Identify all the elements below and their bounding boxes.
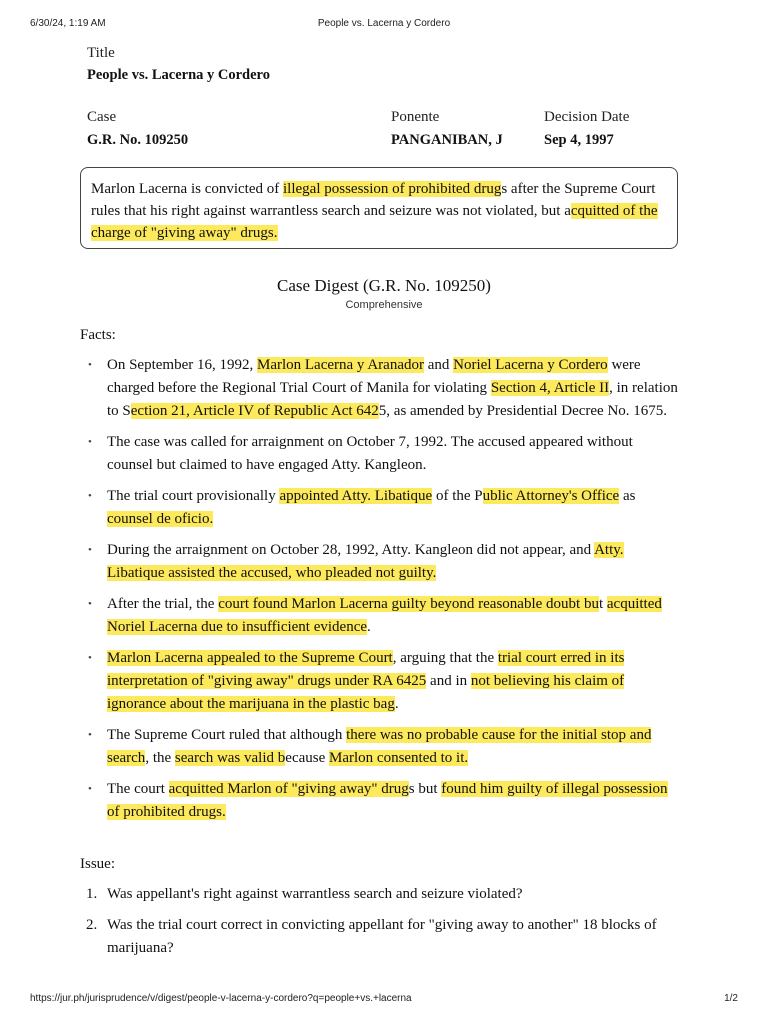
text-segment: . bbox=[394, 696, 399, 712]
case-label: Case bbox=[87, 109, 117, 125]
digest-subtitle: Comprehensive bbox=[345, 299, 423, 311]
text-segment: and in bbox=[426, 673, 471, 689]
highlighted-text: not believing his claim of ignorance about the marijuana in the plastic bag bbox=[107, 673, 625, 712]
fact-item bbox=[80, 593, 680, 639]
issue-heading: Issue: bbox=[80, 856, 115, 872]
highlighted-text: counsel de oficio. bbox=[107, 511, 214, 527]
issue-number: 2. bbox=[86, 917, 98, 933]
facts-list bbox=[80, 354, 680, 832]
issue-item bbox=[80, 914, 680, 960]
text-segment: and bbox=[424, 357, 454, 373]
print-url[interactable]: https://jur.ph/jurisprudence/v/digest/people-v-lacerna-y-cordero?q=people+vs.+lacerna bbox=[30, 993, 412, 1004]
highlighted-text: Noriel Lacerna y Cordero bbox=[453, 357, 608, 373]
highlighted-text: trial court erred in its interpretation of "giving away" drugs under RA 6425 bbox=[107, 650, 625, 689]
issue-text: Was appellant's right against warrantless search and seizure violated? bbox=[107, 886, 523, 902]
highlighted-text: appointed Atty. Libatique bbox=[279, 488, 433, 504]
highlighted-text: Atty. Libatique assisted the accused, who pleaded not guilty. bbox=[107, 542, 624, 581]
highlighted-text: search was valid b bbox=[174, 750, 286, 766]
digest-title: Case Digest (G.R. No. 109250) bbox=[277, 276, 491, 295]
highlighted-text: acquitted Marlon of "giving away" drug bbox=[168, 781, 409, 797]
case-title: People vs. Lacerna y Cordero bbox=[87, 67, 270, 83]
highlighted-text: court found Marlon Lacerna guilty beyond reasonable doubt bu bbox=[218, 596, 599, 612]
text-segment: The court bbox=[107, 781, 169, 797]
highlighted-text: found him guilty of illegal possession of prohibited drugs. bbox=[107, 781, 668, 820]
text-segment: The trial court provisionally bbox=[107, 488, 280, 504]
print-page-number: 1/2 bbox=[724, 993, 738, 1004]
title-label: Title bbox=[87, 45, 115, 61]
text-segment: Marlon Lacerna is convicted of bbox=[91, 181, 284, 197]
decision-date-label: Decision Date bbox=[544, 109, 630, 125]
issue-item bbox=[80, 883, 680, 906]
fact-item bbox=[80, 647, 680, 716]
highlighted-text: Marlon consented to it. bbox=[329, 750, 469, 766]
case-number: G.R. No. 109250 bbox=[87, 132, 189, 148]
text-segment: , in relation to S bbox=[107, 380, 678, 419]
fact-item bbox=[80, 431, 680, 477]
text-segment: , arguing that the bbox=[392, 650, 498, 666]
highlighted-text: ublic Attorney's Office bbox=[482, 488, 620, 504]
text-segment: as bbox=[619, 488, 636, 504]
highlighted-text: acquitted Noriel Lacerna due to insufficient evidence bbox=[107, 596, 662, 635]
text-segment: 5, as amended by Presidential Decree No. 1675. bbox=[378, 403, 668, 419]
decision-date-value: Sep 4, 1997 bbox=[544, 132, 614, 148]
text-segment: During the arraignment on October 28, 1992, Atty. Kangleon did not appear, and bbox=[107, 542, 595, 558]
text-segment: t bbox=[598, 596, 607, 612]
text-segment: The case was called for arraignment on October 7, 1992. The accused appeared without counsel but claimed to have engaged Atty. Kangleon. bbox=[107, 434, 633, 473]
facts-heading: Facts: bbox=[80, 327, 116, 343]
print-datetime: 6/30/24, 1:19 AM bbox=[30, 18, 106, 29]
text-segment: were charged before the Regional Trial Court of Manila for violating bbox=[107, 357, 641, 396]
fact-item bbox=[80, 485, 680, 531]
ponente-value: PANGANIBAN, J bbox=[391, 132, 503, 148]
highlighted-text: illegal possession of prohibited drug bbox=[283, 181, 502, 197]
highlighted-text: Marlon Lacerna appealed to the Supreme Court bbox=[107, 650, 393, 666]
highlighted-text: ection 21, Article IV of Republic Act 642 bbox=[130, 403, 379, 419]
text-segment: ecause bbox=[285, 750, 329, 766]
issues-list bbox=[80, 883, 680, 968]
print-page-title: People vs. Lacerna y Cordero bbox=[317, 18, 451, 29]
highlighted-text: Marlon Lacerna y Aranador bbox=[256, 357, 424, 373]
fact-item bbox=[80, 778, 680, 824]
text-segment: s after the Supreme Court rules that his right against warrantless search and seizure was not violated, but a bbox=[91, 181, 656, 219]
issue-number: 1. bbox=[86, 886, 98, 902]
text-segment: . bbox=[367, 619, 371, 635]
print-footer bbox=[0, 993, 768, 1007]
summary-box bbox=[80, 167, 678, 249]
fact-item bbox=[80, 539, 680, 585]
text-segment: of the P bbox=[432, 488, 483, 504]
fact-item bbox=[80, 354, 680, 423]
text-segment: On September 16, 1992, bbox=[107, 357, 257, 373]
print-header bbox=[0, 18, 768, 32]
highlighted-text: cquitted of the charge of "giving away" drugs. bbox=[91, 203, 658, 241]
highlighted-text: there was no probable cause for the initial stop and search bbox=[107, 727, 652, 766]
text-segment: s but bbox=[408, 781, 442, 797]
text-segment: The Supreme Court ruled that although bbox=[107, 727, 347, 743]
highlighted-text: Section 4, Article II bbox=[490, 380, 610, 396]
issue-text: Was the trial court correct in convicting appellant for "giving away to another" 18 blocks of marijuana? bbox=[107, 917, 657, 956]
text-segment: , the bbox=[145, 750, 175, 766]
ponente-label: Ponente bbox=[391, 109, 440, 125]
text-segment: After the trial, the bbox=[107, 596, 219, 612]
fact-item bbox=[80, 724, 680, 770]
